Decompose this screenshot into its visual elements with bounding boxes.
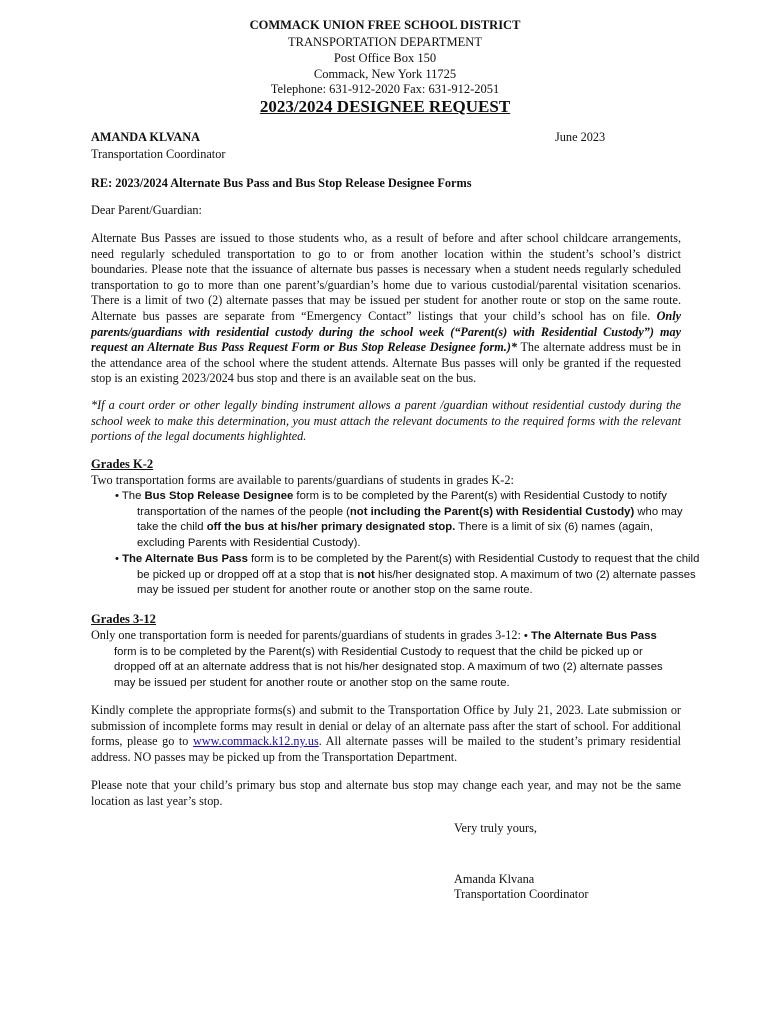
bus-stop-change-note: Please note that your child’s primary bus stop and alternate bus stop may change each year, and may not be the same location as last year’s stop.: [91, 778, 681, 808]
alternate-bus-pass-label: The Alternate Bus Pass: [122, 553, 248, 565]
grades-3-12-form-details: form is to be completed by the Parent(s) with Residential Custody to request that the child be picked up or dropped off at an alternate address that is not his/her designated stop. A maximum of two (2) alternate passes may be issued per student for another route or another stop on the same route.: [114, 645, 663, 689]
grades-3-12-paragraph: Only one transportation form is needed for parents/guardians of students in grades 3-12: • The Alternate Bus Pass form is to be completed by the Parent(s) with Residential Custody to request that the child be picked up or dropped off at an alternate address that is not his/her designated stop. A maximum of two (2) alternate passes may be issued per student for another route or another stop on the same route.: [91, 628, 691, 691]
submission-paragraph: Kindly complete the appropriate forms(s) and submit to the Transportation Office by July 21, 2023. Late submission or submission of incomplete forms may result in denial or delay of an alternate pass after the start of school. For additional forms, please go to www.commack.k12.ny.us. All alternate passes will be mailed to the student’s primary residential address. NO passes may be picked up from the Transportation Department.: [91, 703, 681, 764]
grades-k2-intro: Two transportation forms are available to parents/guardians of students in grades K-2:: [91, 473, 514, 487]
k2-bullet-bus-stop-release: • The Bus Stop Release Designee form is to be completed by the Parent(s) with Residential Custody to notify transportation of the names of the people (not including the Parent(s) with Residential Custody) who may take the child off the bus at his/her primary designated stop. There is a limit of six (6) names (again, excluding Parents with Residential Custody).: [115, 490, 683, 549]
k2-bullet-alternate-bus-pass: • The Alternate Bus Pass form is to be completed by the Parent(s) with Residential Custody to request that the child be picked up or dropped off at a stop that is not his/her designated stop. A maximum of two (2) alternate passes may be issued per student for another route or another stop on the same route.: [115, 553, 700, 596]
sender-role: Transportation Coordinator: [91, 147, 226, 161]
court-order-note: *If a court order or other legally binding instrument allows a parent /guardian without residential custody during the school week to make this determination, you must attach the relevant documents to the required forms with the relevant portions of the legal documents highlighted.: [91, 398, 681, 444]
grades-k2-heading: Grades K-2: [91, 457, 154, 471]
grades-3-12-heading: Grades 3-12: [91, 612, 156, 626]
closing-salutation: Very truly yours,: [454, 821, 537, 835]
department-name: TRANSPORTATION DEPARTMENT: [288, 35, 482, 49]
signer-title: Transportation Coordinator: [454, 887, 589, 901]
po-box: Post Office Box 150: [333, 51, 437, 65]
city-line: Commack, New York 11725: [313, 67, 457, 81]
alternate-bus-pass-label-3-12: The Alternate Bus Pass: [530, 630, 657, 642]
sender-name: AMANDA KLVANA: [91, 130, 200, 144]
salutation: Dear Parent/Guardian:: [91, 203, 202, 217]
intro-paragraph: [91, 231, 681, 387]
district-website-link[interactable]: www.commack.k12.ny.us: [193, 734, 319, 749]
bus-stop-release-designee-label: Bus Stop Release Designee: [144, 490, 294, 502]
residential-custody-notice: Only parents/guardians with residential custody during the school week (“Parent(s) with Residential Custody”) may request an Alternate Bus Pass Request Form or Bus Stop Release Designee form.)*: [91, 308, 681, 355]
page-title: 2023/2024 DESIGNEE REQUEST: [259, 97, 511, 116]
signer-name: Amanda Klvana: [454, 872, 535, 886]
intro-text-2: The alternate address must be in the attendance area of the school where the student attends. Alternate Bus passes will only be granted if the requested stop is an existing 2023/2024 bus stop and there is an available seat on the bus.: [91, 340, 681, 386]
intro-text-1: Alternate Bus Passes are issued to those students who, as a result of before and after school childcare arrangements, need regularly scheduled transportation to go to or from another location within the student’s school’s district boundaries. Please note that the issuance of alternate bus passes is necessary when a student needs regularly scheduled transportation to go to more than one parent’s/guardian’s home due to various custodial/parental visitation scenarios. There is a limit of two (2) alternate passes that may be issued per student for another route or stop on the same route. Alternate bus passes are separate from “Emergency Contact” listings that your child’s school has on file.: [91, 231, 681, 323]
letter-date: June 2023: [555, 130, 606, 144]
re-line: RE: 2023/2024 Alternate Bus Pass and Bus Stop Release Designee Forms: [91, 176, 472, 190]
district-name: COMMACK UNION FREE SCHOOL DISTRICT: [249, 18, 521, 32]
phone-fax-line: Telephone: 631-912-2020 Fax: 631-912-2051: [270, 82, 500, 96]
